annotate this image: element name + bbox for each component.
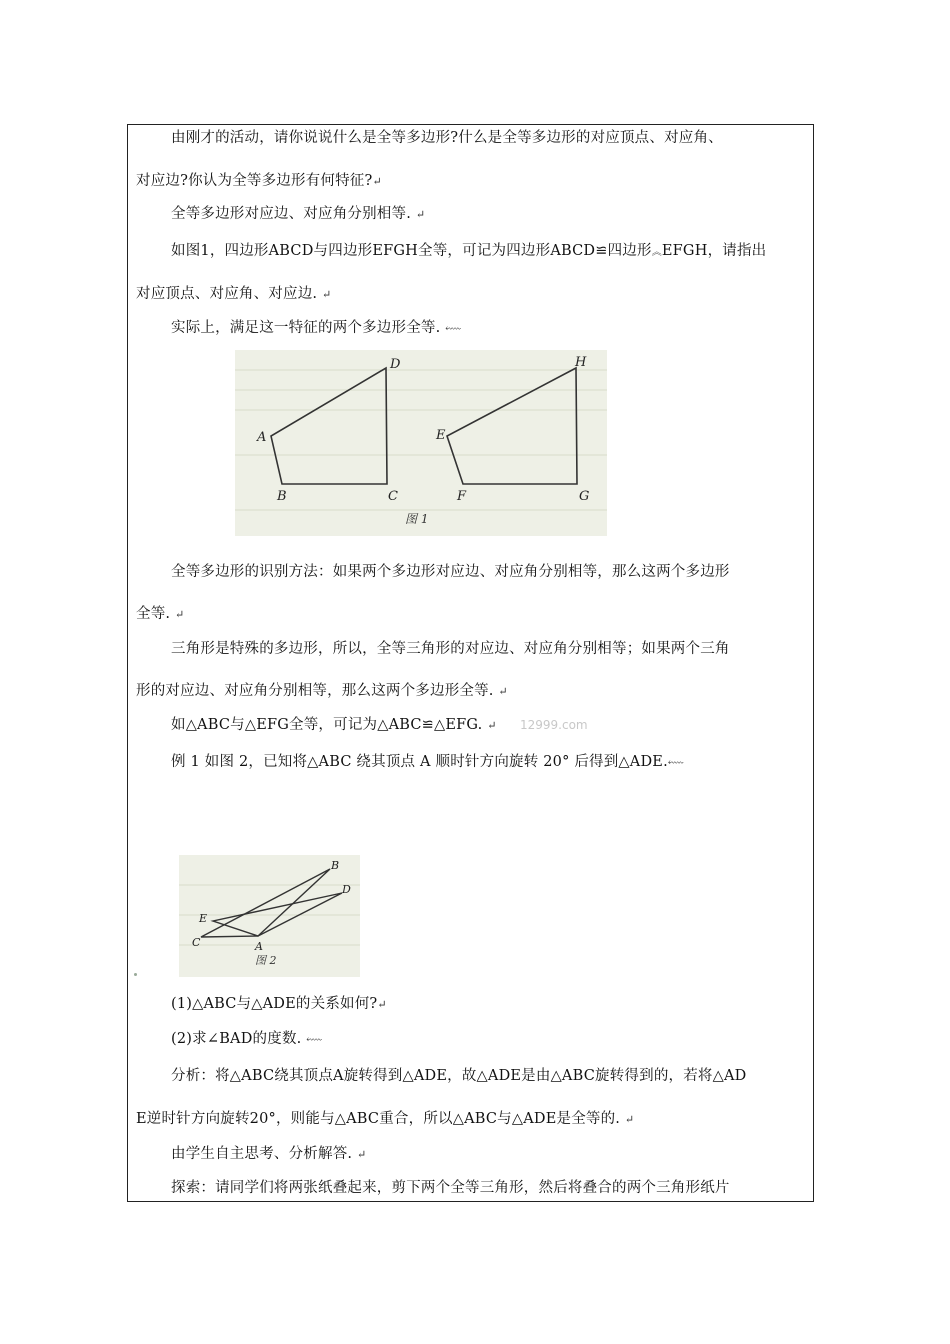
paragraph-15: 分析：将△ABC绕其顶点A旋转得到△ADE，故△ADE是由△ABC旋转得到的，若将△AD [171, 1068, 747, 1084]
label-a: A [257, 430, 267, 445]
paragraph-9: 三角形是特殊的多边形，所以，全等三角形的对应边、对应角分别相等；如果两个三角 [171, 641, 730, 657]
label-h: H [575, 355, 587, 370]
paragraph-17: 由学生自主思考、分析解答. ↵ [171, 1146, 367, 1162]
paragraph-2: 对应边?你认为全等多边形有何特征?↵ [136, 173, 382, 189]
figure-2-drawing [179, 855, 360, 977]
paragraph-mark-icon: ↵ [415, 208, 426, 221]
paragraph-mark-icon: ↵ [624, 1113, 635, 1126]
label-e: E [199, 912, 208, 925]
stray-dot [134, 973, 137, 976]
label-d: D [390, 357, 401, 372]
paragraph-3: 全等多边形对应边、对应角分别相等. ↵ [171, 206, 426, 222]
paragraph-8: 全等. ↵ [136, 606, 185, 622]
paragraph-6: 实际上，满足这一特征的两个多边形全等. ⬳ [171, 320, 462, 336]
figure-1-drawing [235, 350, 607, 536]
label-e: E [436, 428, 446, 443]
frame-bottom-edge [127, 1201, 814, 1202]
paragraph-1: 由刚才的活动，请你说说什么是全等多边形?什么是全等多边形的对应顶点、对应角、 [171, 130, 723, 146]
paragraph-mark-icon: ↵ [175, 608, 185, 621]
label-g: G [579, 489, 590, 504]
figure-1-caption: 图 1 [405, 512, 429, 526]
figure-2 [179, 855, 360, 977]
paragraph-12: 例 1 如图 2，已知将△ABC 绕其顶点 A 顺时针方向旋转 20° 后得到△ADE.⬳ [171, 754, 684, 770]
paragraph-16: E逆时针方向旋转20°，则能与△ABC重合，所以△ABC与△ADE是全等的. ↵ [136, 1111, 635, 1127]
paragraph-mark-icon: ↵ [357, 1148, 367, 1161]
paragraph-5: 对应顶点、对应角、对应边. ↵ [136, 286, 332, 302]
paragraph-13: (1)△ABC与△ADE的关系如何?↵ [171, 996, 387, 1012]
paragraph-11: 如△ABC与△EFG全等，可记为△ABC≌△EFG. ↵ [171, 717, 497, 733]
label-a: A [255, 940, 263, 953]
paragraph-mark-icon: ↵ [498, 685, 508, 698]
paragraph-mark-icon: ↵ [377, 998, 387, 1011]
paragraph-mark-icon: ↵ [372, 175, 382, 188]
paragraph-7: 全等多边形的识别方法：如果两个多边形对应边、对应角分别相等，那么这两个多边形 [171, 564, 730, 580]
paragraph-18: 探索：请同学们将两张纸叠起来，剪下两个全等三角形，然后将叠合的两个三角形纸片 [171, 1180, 730, 1196]
special-mark-icon: ⬳ [445, 322, 462, 335]
quadrilateral-abcd [271, 368, 387, 484]
watermark-text: 12999.com [520, 718, 588, 732]
special-mark-icon: ⬳ [306, 1033, 323, 1046]
paragraph-mark-icon: ↵ [322, 288, 332, 301]
label-b: B [331, 859, 340, 872]
paragraph-10: 形的对应边、对应角分别相等，那么这两个多边形全等. ↵ [136, 683, 508, 699]
label-c: C [192, 936, 201, 949]
figure-1 [235, 350, 607, 536]
paragraph-14: (2)求∠BAD的度数. ⬳ [171, 1031, 323, 1047]
special-mark-icon: ⬳ [667, 756, 684, 769]
label-f: F [457, 489, 467, 504]
quadrilateral-efgh [447, 368, 577, 484]
figure-2-caption: 图 2 [255, 954, 277, 967]
paragraph-mark-icon: ↵ [487, 719, 497, 732]
label-d: D [342, 883, 351, 896]
triangle-abc [201, 869, 330, 937]
label-c: C [388, 489, 398, 504]
label-b: B [277, 489, 287, 504]
paragraph-4: 如图1，四边形ABCD与四边形EFGH全等，可记为四边形ABCD≌四边形︽EFGH，请指出 [171, 243, 767, 259]
